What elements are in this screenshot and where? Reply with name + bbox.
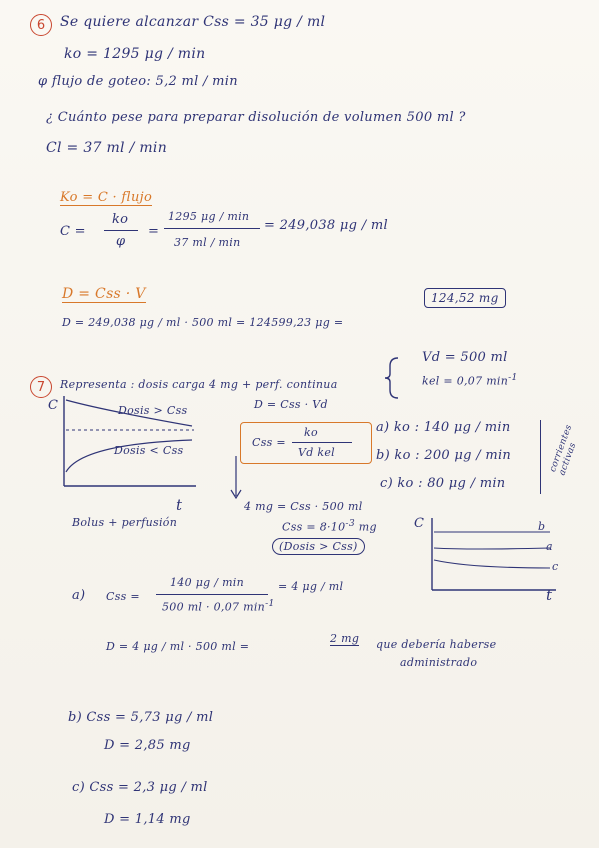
result-a-css: Css = — [106, 590, 140, 603]
p6-formula-4: D = 249,038 μg / ml · 500 ml = 124599,23 μg = — [62, 316, 344, 329]
p7-case-b: b) ko : 200 μg / min — [376, 448, 512, 463]
result-a-note-1: que debería haberse — [376, 638, 497, 651]
problem-6-number: 6 — [30, 14, 52, 36]
p6-formula-2-result: = 249,038 μg / ml — [264, 218, 388, 233]
graph-1-bottom-label: Dosis < Css — [114, 444, 184, 457]
result-a-fraction-line — [156, 594, 268, 595]
graph-2-curve-a: a — [546, 540, 553, 553]
p6-fraction-line-2 — [164, 228, 260, 229]
graph-1-caption: Bolus + perfusión — [72, 516, 178, 529]
p7-eq-3: 4 mg = Css · 500 ml — [244, 500, 363, 513]
p7-eq-4: Css = $8\cdot 10^{-3}$ mg — [282, 518, 377, 534]
p6-line-4: ¿ Cuánto pese para preparar disolución de volumen 500 ml ? — [46, 110, 466, 125]
p7-case-c: c) ko : 80 μg / min — [380, 476, 506, 491]
p7-eq-2-den: Vd kel — [298, 446, 335, 459]
graph-1-x-label: t — [176, 496, 183, 514]
result-b-dose: D = 2,85 mg — [104, 738, 191, 753]
result-a-den: 500 ml · 0,07 $\min^{-1}$ — [162, 598, 275, 614]
p6-formula-2-den2: 37 ml / min — [174, 236, 241, 249]
p7-vd: Vd = 500 ml — [422, 350, 508, 365]
p7-eq-1: D = Css · Vd — [254, 398, 328, 411]
result-c-css: c) Css = 2,3 μg / ml — [72, 780, 208, 795]
down-arrow-icon — [226, 456, 246, 506]
p6-formula-1: Ko = C · flujo — [60, 190, 153, 205]
graph-2-curve-b: b — [538, 520, 546, 533]
p6-formula-2-eq: = — [148, 224, 160, 239]
p6-result-box: 124,52 mg — [424, 288, 506, 308]
p6-line-5: Cl = 37 ml / min — [46, 140, 168, 156]
graph-2-y-label: C — [414, 516, 425, 531]
result-c-dose: D = 1,14 mg — [104, 812, 191, 827]
graph-1-top-label: Dosis > Css — [118, 404, 188, 417]
result-a-label: a) — [72, 588, 86, 603]
graph-2-x-label: t — [546, 586, 553, 604]
p7-eq-2-lhs: Css = — [252, 436, 286, 449]
result-a-dose: D = 4 μg / ml · 500 ml = — [106, 640, 250, 653]
p6-formula-2-num2: 1295 μg / min — [168, 210, 250, 223]
p7-fraction-line — [292, 442, 352, 443]
p6-line-1: Se quiere alcanzar Css = 35 μg / ml — [60, 14, 326, 30]
result-b-css: b) Css = 5,73 μg / ml — [68, 710, 214, 725]
p6-formula-2-lhs: C = — [60, 224, 86, 239]
p7-eq-2-num: ko — [304, 426, 318, 439]
p7-kel: kel = 0,07 $\min^{-1}$ — [422, 372, 518, 388]
p6-formula-2-num: ko — [112, 212, 129, 227]
p6-formula-2-den: φ — [116, 234, 126, 249]
brace-symbol — [384, 356, 404, 400]
p7-case-a: a) ko : 140 μg / min — [376, 420, 511, 435]
p6-fraction-line-1 — [104, 230, 138, 231]
graph-2-curve-c: c — [552, 560, 559, 573]
graph-1-y-label: C — [48, 398, 59, 413]
result-a-dose-value: 2 mg — [330, 632, 360, 645]
problem-7-number: 7 — [30, 376, 52, 398]
p6-line-2: ko = 1295 μg / min — [64, 46, 206, 62]
p7-line-1: Representa : dosis carga 4 mg + perf. continua — [60, 378, 338, 391]
p6-formula-3: D = Css · V — [62, 286, 146, 302]
p6-line-3: φ flujo de goteo: 5,2 ml / min — [38, 74, 238, 89]
result-a-num: 140 μg / min — [170, 576, 245, 589]
result-a-value: = 4 μg / ml — [278, 580, 344, 593]
side-note: corrientes activas — [548, 423, 579, 477]
side-line — [540, 420, 541, 494]
p7-eq-5: (Dosis > Css) — [272, 538, 365, 555]
result-a-note-2: administrado — [400, 656, 478, 669]
